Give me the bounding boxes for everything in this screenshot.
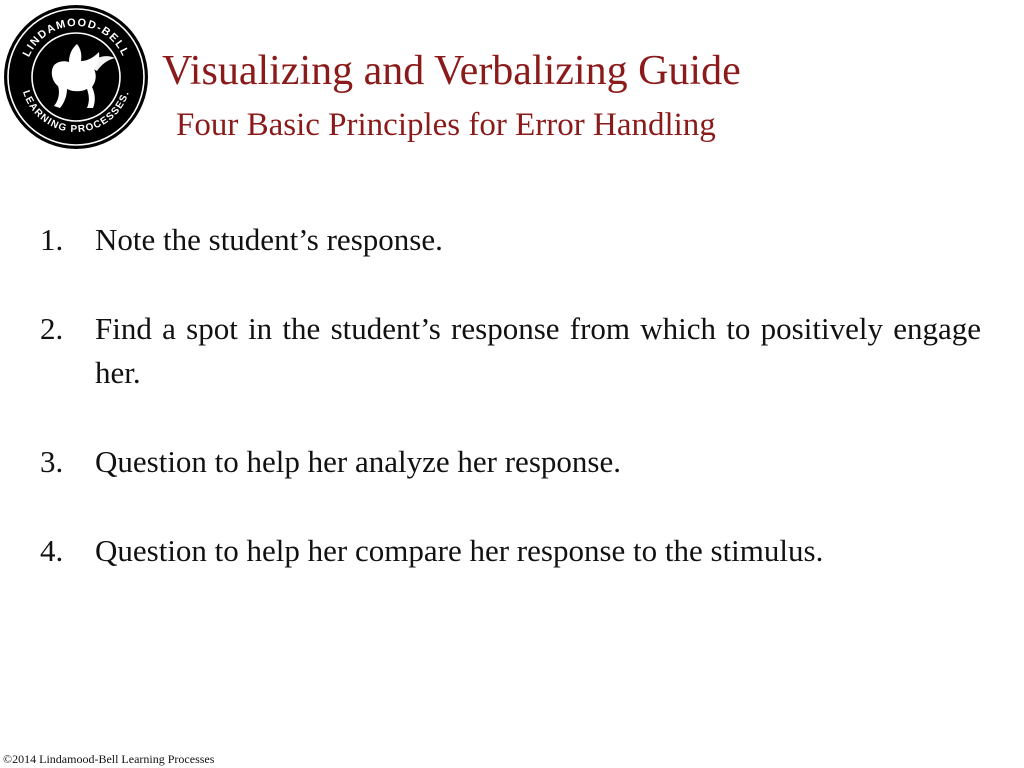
list-item bbox=[40, 218, 981, 262]
list-item bbox=[40, 307, 981, 395]
logo-text-bottom: LEARNING PROCESSES. bbox=[20, 89, 132, 136]
item-number: 1. bbox=[40, 222, 64, 257]
item-number: 3. bbox=[40, 444, 64, 479]
slide-title: Visualizing and Verbalizing Guide bbox=[162, 48, 741, 94]
item-text: Note the student’s response. bbox=[95, 222, 443, 257]
list-item bbox=[40, 440, 981, 484]
principles-list bbox=[40, 218, 981, 573]
lindamood-bell-logo bbox=[3, 4, 149, 150]
slide-subtitle: Four Basic Principles for Error Handling bbox=[176, 107, 716, 143]
copyright-footer: ©2014 Lindamood-Bell Learning Processes bbox=[3, 752, 215, 766]
list-item bbox=[40, 529, 981, 573]
item-text: Find a spot in the student’s response from which to positively engage her. bbox=[95, 311, 981, 390]
item-number: 4. bbox=[40, 533, 64, 568]
item-text: Question to help her analyze her response. bbox=[95, 444, 621, 479]
item-text: Question to help her compare her response to the stimulus. bbox=[95, 533, 824, 568]
item-number: 2. bbox=[40, 311, 64, 346]
logo-text-top: LINDAMOOD-BELL bbox=[20, 16, 132, 59]
